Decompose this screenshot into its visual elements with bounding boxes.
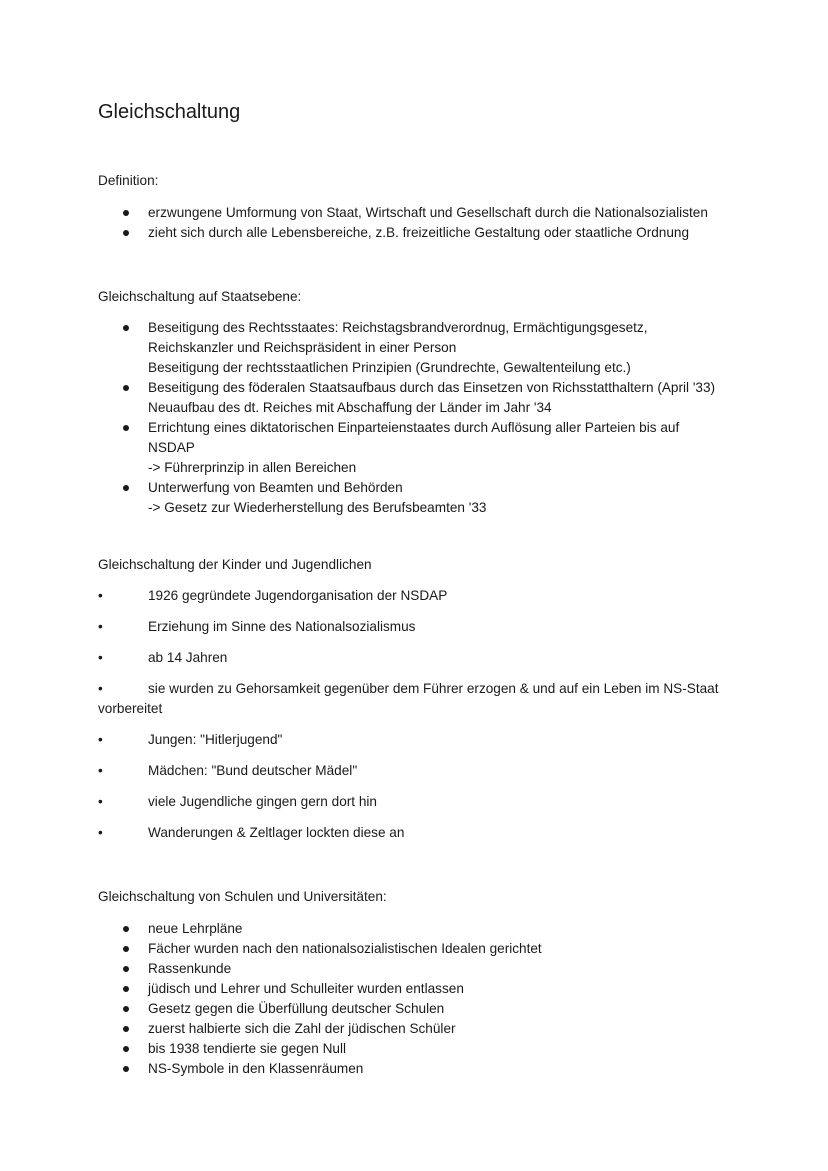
list-item: bis 1938 tendierte sie gegen Null <box>0 1039 748 1059</box>
list-item-line: Beseitigung des Rechtsstaates: Reichstagsbrandverordnug, Ermächtigungsgesetz, <box>148 320 648 335</box>
list-item <box>0 418 748 478</box>
list-item: Fächer wurden nach den nationalsozialistischen Idealen gerichtet <box>0 939 748 959</box>
list-item-text: Wanderungen & Zeltlager lockten diese an <box>148 825 405 840</box>
list-item-text: viele Jugendliche gingen gern dort hin <box>148 794 377 809</box>
staat-list <box>0 318 748 518</box>
page-title: Gleichschaltung <box>98 101 241 123</box>
list-item <box>0 679 748 719</box>
list-item: zuerst halbierte sich die Zahl der jüdischen Schüler <box>0 1019 748 1039</box>
list-item-text: Erziehung im Sinne des Nationalsozialismus <box>148 619 416 634</box>
bullet-icon: • <box>98 619 103 634</box>
list-item-text: Jungen: "Hitlerjugend" <box>148 732 283 747</box>
list-item-line: Unterwerfung von Beamten und Behörden <box>148 480 403 495</box>
list-item <box>0 648 748 668</box>
list-item: NS-Symbole in den Klassenräumen <box>0 1059 748 1079</box>
bullet-icon: • <box>98 650 103 665</box>
list-item-text: 1926 gegründete Jugendorganisation der NSDAP <box>148 588 448 603</box>
list-item-line: Beseitigung des föderalen Staatsaufbaus durch das Einsetzen von Richsstatthaltern (April '33) <box>148 380 716 395</box>
bullet-icon: • <box>98 794 103 809</box>
list-item <box>0 761 748 781</box>
bullet-icon: • <box>98 732 103 747</box>
definition-list <box>0 203 748 243</box>
list-item-line: Errichtung eines diktatorischen Einparteienstaates durch Auflösung aller Parteien bis auf <box>148 420 680 435</box>
bullet-icon: • <box>98 825 103 840</box>
list-item-line: -> Gesetz zur Wiederherstellung des Berufsbeamten '33 <box>148 500 487 515</box>
jugend-label: Gleichschaltung der Kinder und Jugendlichen <box>98 557 372 572</box>
list-item-line: NSDAP <box>148 440 195 455</box>
bullet-icon: • <box>98 763 103 778</box>
definition-label: Definition: <box>98 173 159 188</box>
list-item: Gesetz gegen die Überfüllung deutscher Schulen <box>0 999 748 1019</box>
schulen-list <box>0 919 748 1079</box>
list-item: jüdisch und Lehrer und Schulleiter wurden entlassen <box>0 979 748 999</box>
list-item: erzwungene Umformung von Staat, Wirtschaft und Gesellschaft durch die Nationalsozialisten <box>0 203 748 223</box>
list-item-text: ab 14 Jahren <box>148 650 228 665</box>
list-item-line: Beseitigung der rechtsstaatlichen Prinzipien (Grundrechte, Gewaltenteilung etc.) <box>148 360 631 375</box>
schulen-label: Gleichschaltung von Schulen und Universitäten: <box>98 889 387 904</box>
list-item: zieht sich durch alle Lebensbereiche, z.B. freizeitliche Gestaltung oder staatliche Ordnung <box>0 223 748 243</box>
list-item <box>0 586 748 606</box>
list-item <box>0 792 748 812</box>
jugend-list <box>0 586 748 854</box>
list-item: neue Lehrpläne <box>0 919 748 939</box>
list-item-text: sie wurden zu Gehorsamkeit gegenüber dem Führer erzogen & und auf ein Leben im NS-Staat vorbereitet <box>98 681 719 716</box>
list-item <box>0 378 748 418</box>
list-item-text: Mädchen: "Bund deutscher Mädel" <box>148 763 358 778</box>
list-item <box>0 478 748 518</box>
bullet-icon: • <box>98 588 103 603</box>
list-item: Rassenkunde <box>0 959 748 979</box>
list-item <box>0 318 748 378</box>
list-item-line: -> Führerprinzip in allen Bereichen <box>148 460 357 475</box>
list-item <box>0 617 748 637</box>
bullet-icon: • <box>98 681 103 696</box>
list-item-line: Neuaufbau des dt. Reiches mit Abschaffung der Länder im Jahr '34 <box>148 400 552 415</box>
staat-label: Gleichschaltung auf Staatsebene: <box>98 289 302 304</box>
list-item-line: Reichskanzler und Reichspräsident in einer Person <box>148 340 457 355</box>
list-item <box>0 730 748 750</box>
list-item <box>0 823 748 843</box>
